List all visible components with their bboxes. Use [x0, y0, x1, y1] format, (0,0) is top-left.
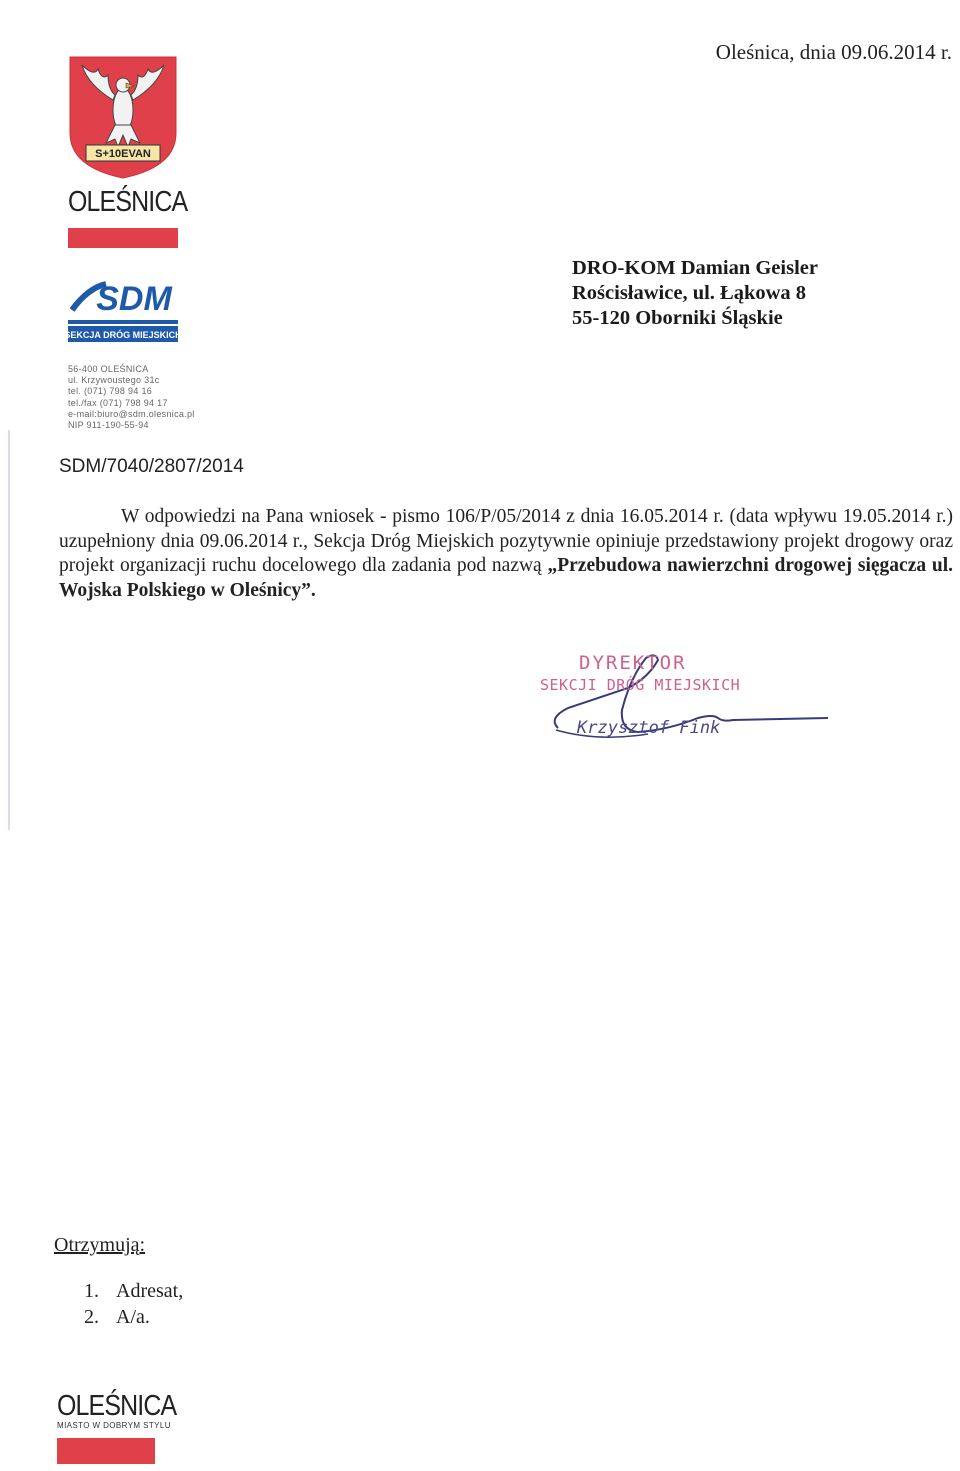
- address-line: tel./fax (071) 798 94 17: [68, 397, 168, 408]
- list-item-number: 2.: [84, 1306, 99, 1328]
- recipient-line-2: Rościsławice, ul. Łąkowa 8: [572, 282, 807, 304]
- address-line: tel. (071) 798 94 16: [68, 386, 153, 397]
- body-plain-text: W odpowiedzi na Pana wniosek - pismo 106/P/05/2014 z dnia 16.05.2014 r. (data wpływu 19.05.2014 r.) uzupełniony dnia 09.06.2014 r., Sekcja Dróg Miejskich pozytywnie opiniuje przedstawiony projekt drogowy oraz projekt organizacji ruchu docelowego dla zadania pod nazwą: [59, 506, 953, 577]
- list-item-label: Adresat,: [116, 1280, 184, 1302]
- sdm-logo-subtitle: SEKCJA DRÓG MIEJSKICH: [68, 330, 178, 340]
- address-line: ul. Krzywoustego 31c: [68, 375, 160, 386]
- footer-tagline: MIASTO W DOBRYM STYLU: [57, 1421, 171, 1430]
- sender-address: [68, 364, 195, 431]
- list-item: [84, 1304, 183, 1330]
- brand-red-bar: [68, 228, 178, 248]
- letter-body: [59, 505, 953, 604]
- footer-logo: [57, 1390, 177, 1430]
- address-line: NIP 911-190-55-94: [68, 420, 149, 431]
- address-line: e-mail:biuro@sdm.olesnica.pl: [68, 408, 195, 419]
- town-logo-text: OLEŚNICA: [68, 186, 188, 218]
- receivers-heading: Otrzymują:: [54, 1234, 146, 1256]
- list-item-number: 1.: [84, 1280, 99, 1302]
- recipient-line-1: DRO-KOM Damian Geisler: [572, 257, 818, 279]
- list-item-label: A/a.: [116, 1306, 150, 1328]
- sdm-logo-text: SDM: [96, 280, 172, 318]
- letter-date: Oleśnica, dnia 09.06.2014 r.: [715, 40, 952, 64]
- scan-edge-mark: [8, 430, 10, 830]
- address-line: 56-400 OLEŚNICA: [68, 364, 149, 374]
- stamp-name: Krzysztof Fink: [577, 718, 721, 738]
- reference-number: SDM/7040/2807/2014: [59, 456, 244, 477]
- list-item: [84, 1278, 183, 1304]
- stamp-unit: SEKCJI DRÓG MIEJSKICH: [540, 676, 741, 694]
- body-bold-text: „Przebudowa nawierzchni drogowej sięgacza ul. Wojska Polskiego w Oleśnicy”.: [59, 555, 953, 602]
- recipient-line-3: 55-120 Oborniki Śląskie: [572, 307, 783, 329]
- stamp-title: DYREKTOR: [579, 652, 687, 674]
- crest-banner-text: S+10EVAN: [95, 148, 151, 160]
- footer-town-text: OLEŚNICA: [57, 1390, 177, 1422]
- town-crest-logo: [68, 55, 178, 180]
- recipient-address: [572, 256, 818, 331]
- footer-red-bar: [57, 1438, 155, 1464]
- receivers-list: [84, 1278, 183, 1330]
- sdm-logo: [68, 276, 178, 342]
